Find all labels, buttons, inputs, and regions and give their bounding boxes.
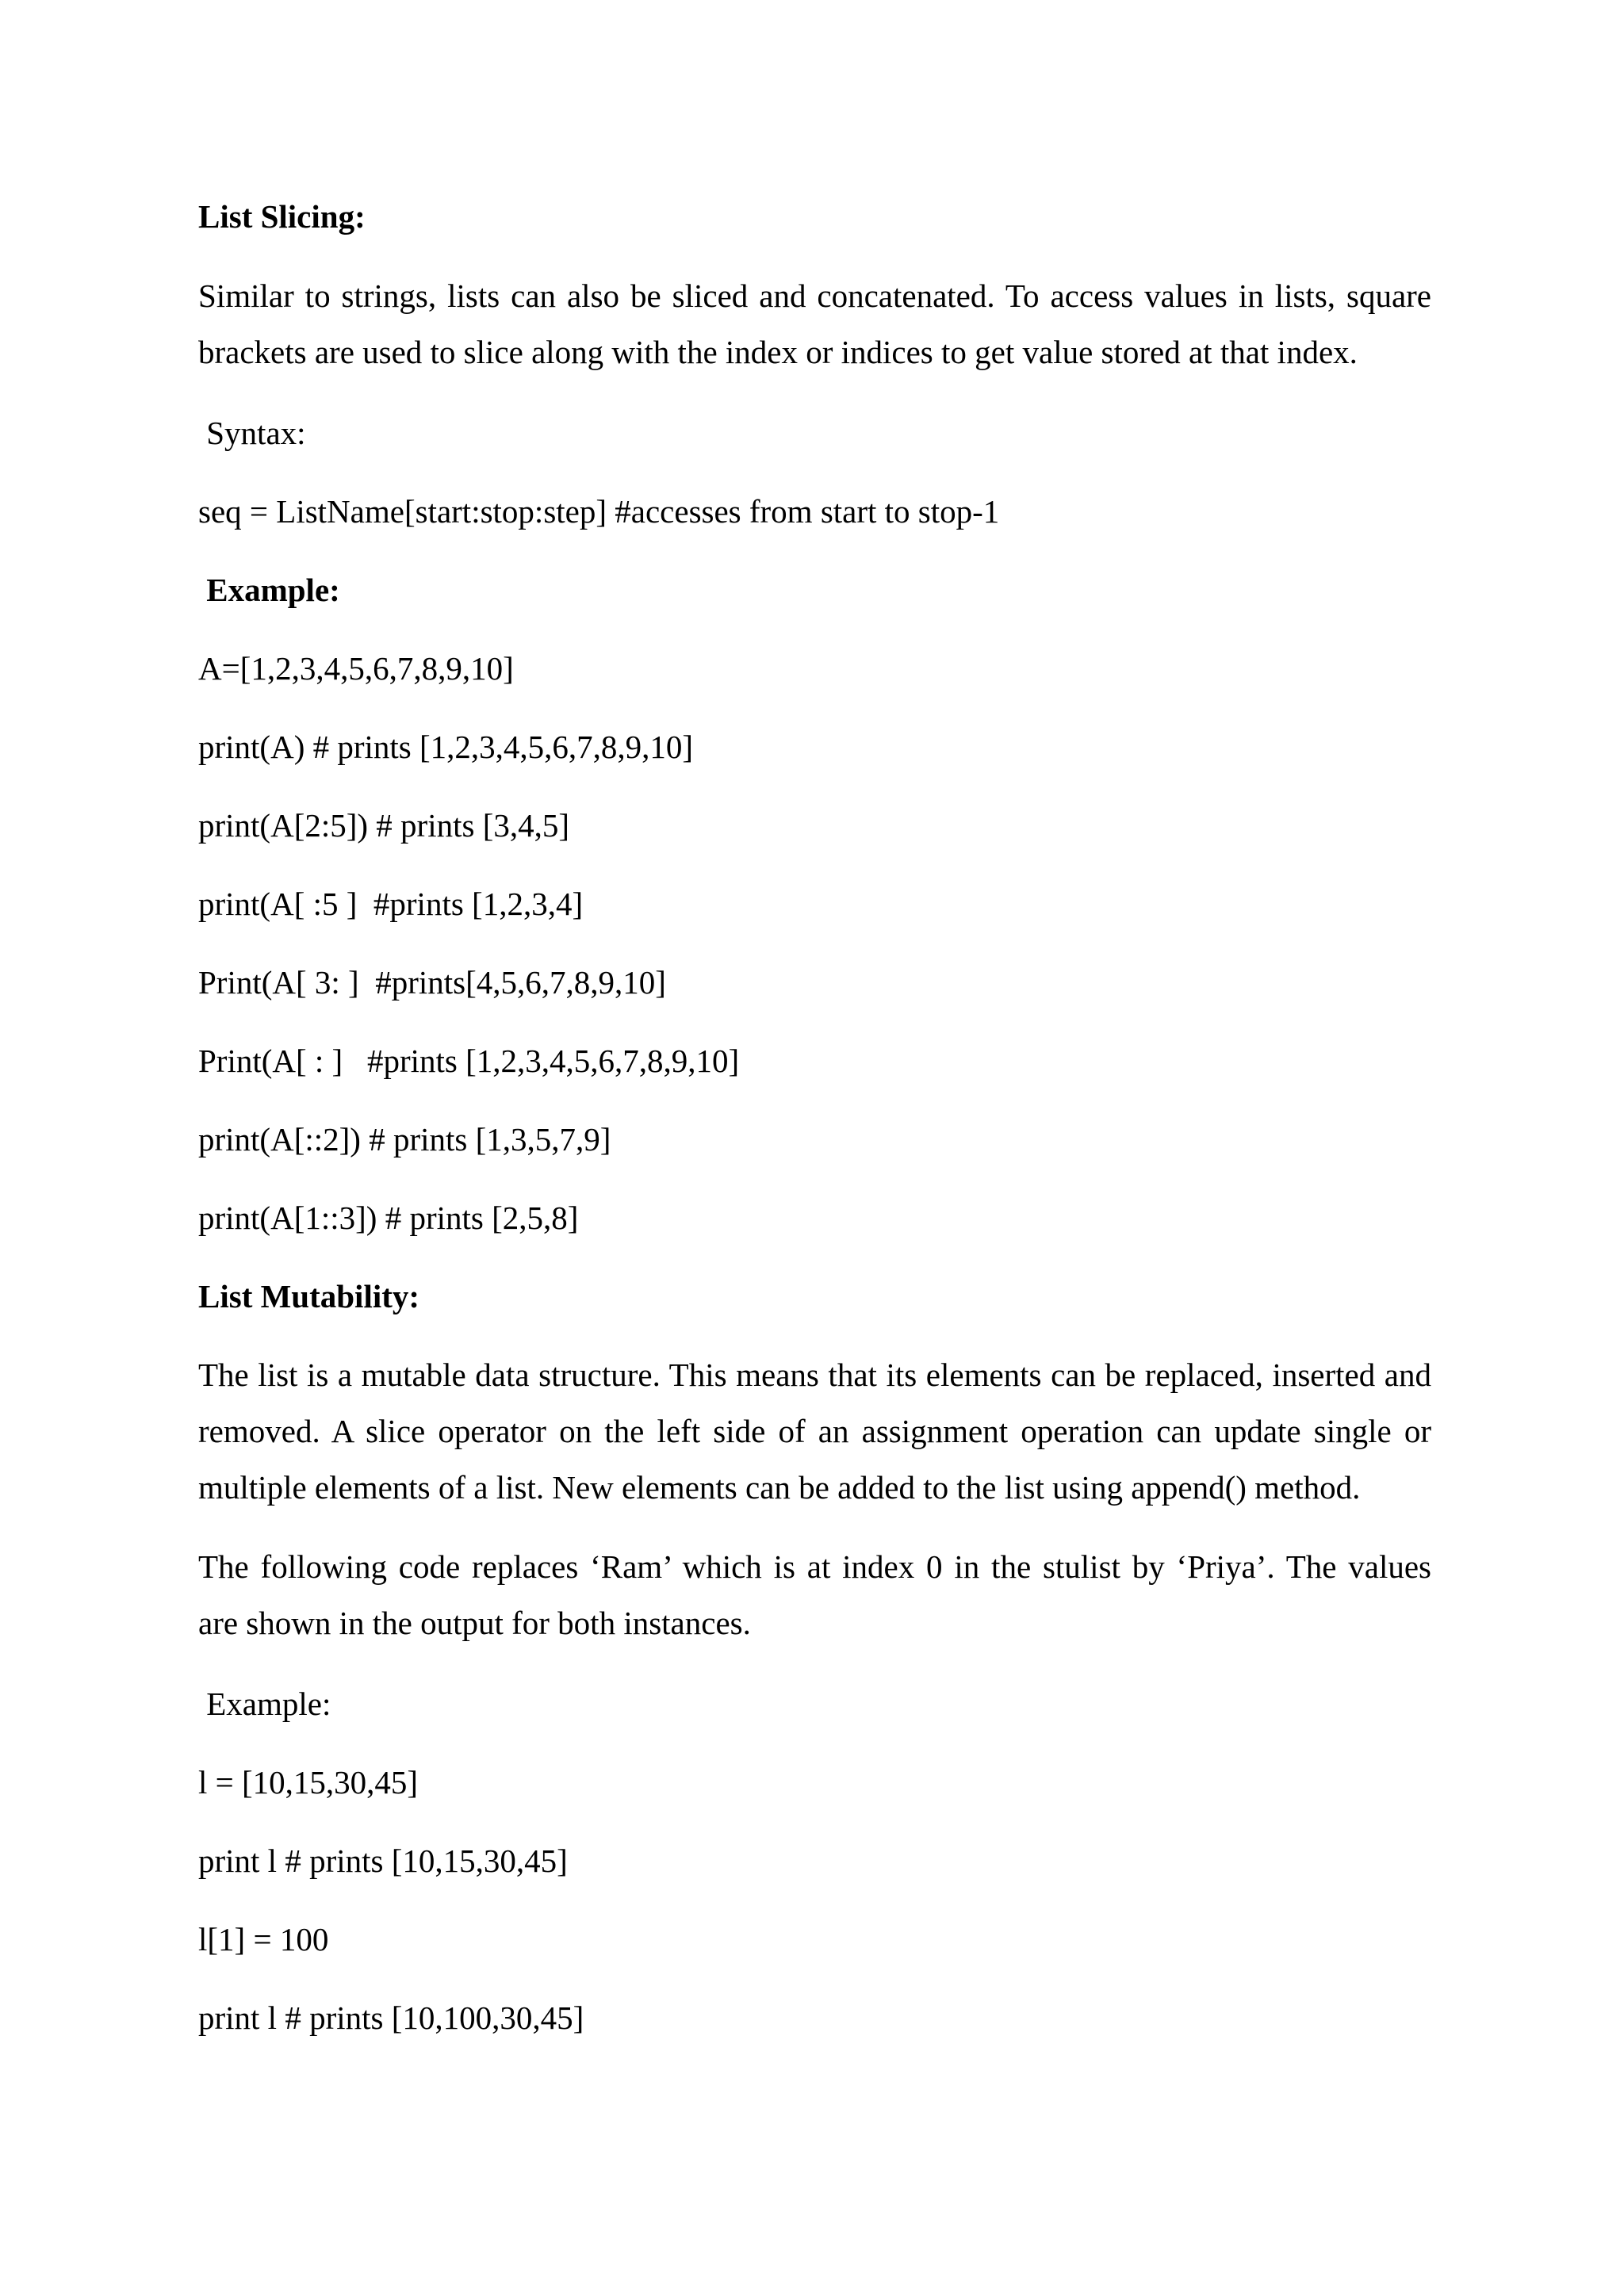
code-line: print(A[2:5]) # prints [3,4,5] — [198, 807, 569, 844]
code-line: print(A) # prints [1,2,3,4,5,6,7,8,9,10] — [198, 729, 694, 765]
replacement-line-1: The following code replaces ‘Ram’ which is at index 0 in the stulist by ‘Priya’. The values — [198, 1548, 1431, 1585]
section-heading-list-mutability: List Mutability: — [198, 1278, 420, 1314]
example-label: Example: — [198, 1686, 331, 1722]
code-line: Print(A[ 3: ] #prints[4,5,6,7,8,9,10] — [198, 964, 666, 1001]
intro-paragraph — [198, 268, 1431, 381]
code-line: print(A[1::3]) # prints [2,5,8] — [198, 1200, 579, 1236]
mutability-line-2: removed. A slice operator on the left side of an assignment operation can update single or — [198, 1413, 1431, 1449]
syntax-code: seq = ListName[start:stop:step] #accesses from start to stop-1 — [198, 493, 1000, 530]
syntax-label: Syntax: — [198, 415, 306, 451]
code-line: Print(A[ : ] #prints [1,2,3,4,5,6,7,8,9,10] — [198, 1043, 740, 1079]
code-line: l[1] = 100 — [198, 1921, 329, 1957]
code-line: A=[1,2,3,4,5,6,7,8,9,10] — [198, 650, 514, 687]
example-label: Example: — [198, 572, 340, 608]
mutability-line-3: multiple elements of a list. New elements can be added to the list using append() method. — [198, 1469, 1361, 1506]
intro-line-2: brackets are used to slice along with the index or indices to get value stored at that index. — [198, 334, 1358, 370]
code-line: print l # prints [10,100,30,45] — [198, 1999, 584, 2036]
replacement-line-2: are shown in the output for both instances. — [198, 1605, 751, 1641]
code-line: print(A[::2]) # prints [1,3,5,7,9] — [198, 1121, 611, 1158]
code-line: print(A[ :5 ] #prints [1,2,3,4] — [198, 886, 584, 922]
code-line: print l # prints [10,15,30,45] — [198, 1843, 568, 1879]
intro-line-1: Similar to strings, lists can also be sliced and concatenated. To access values in lists, square — [198, 277, 1431, 314]
replacement-paragraph — [198, 1539, 1431, 1651]
mutability-line-1: The list is a mutable data structure. This means that its elements can be replaced, inserted and — [198, 1357, 1431, 1393]
section-heading-list-slicing: List Slicing: — [198, 198, 366, 235]
mutability-paragraph — [198, 1347, 1431, 1516]
code-line: l = [10,15,30,45] — [198, 1764, 419, 1800]
